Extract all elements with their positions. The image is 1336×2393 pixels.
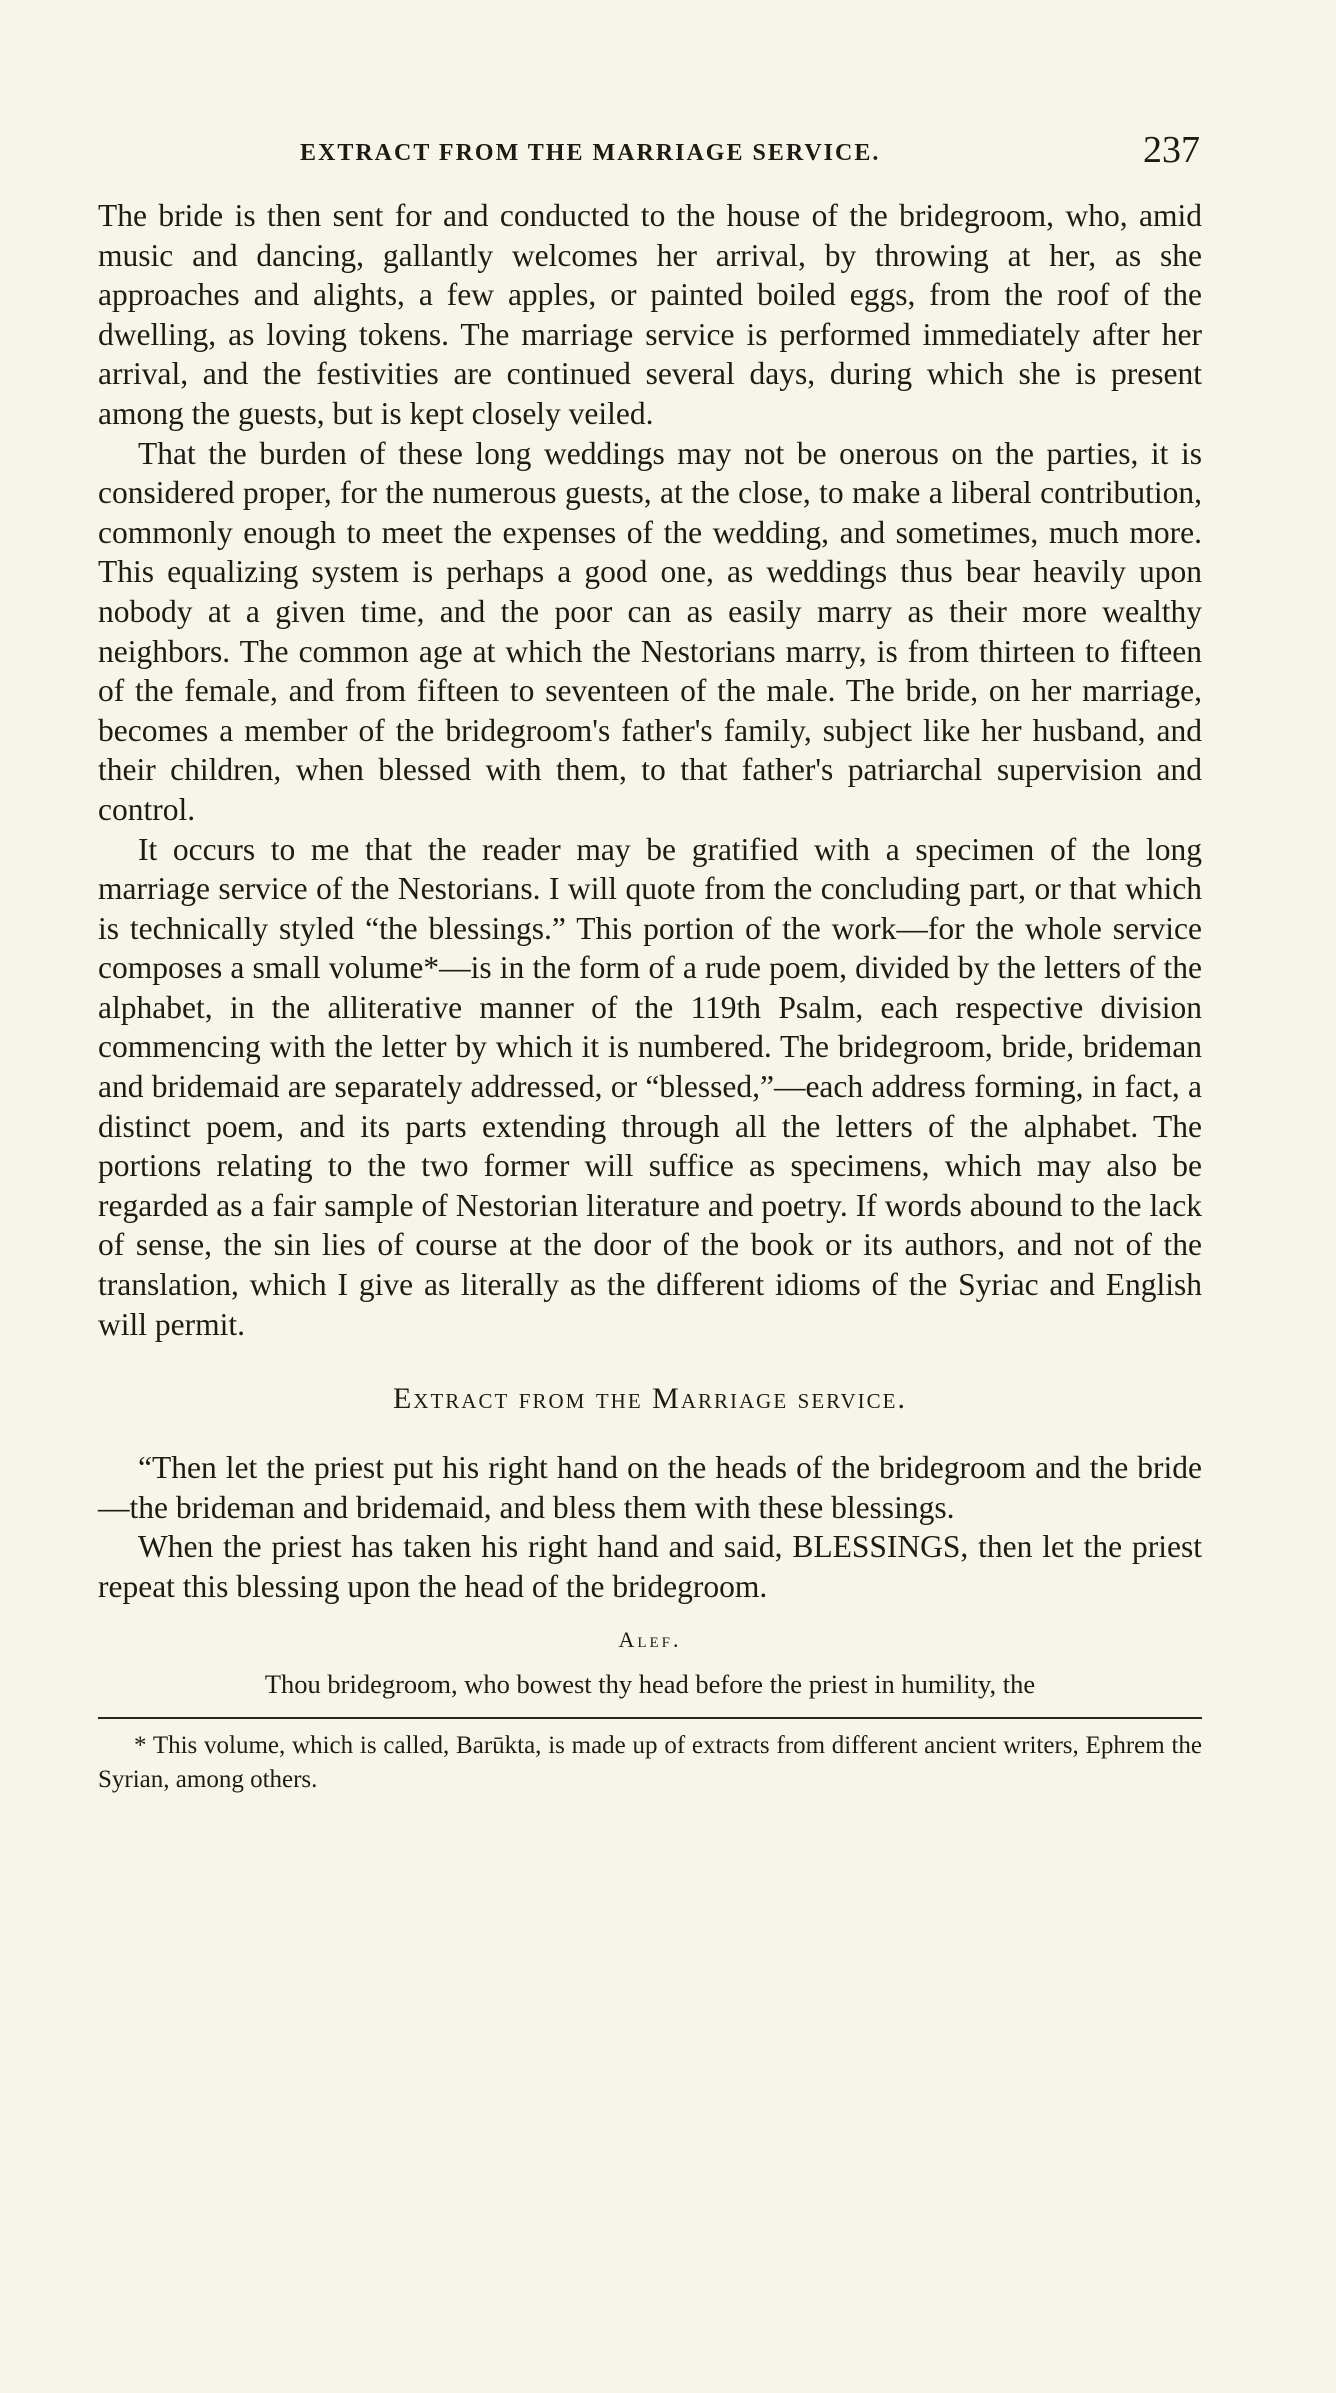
verse-line: Thou bridegroom, who bowest thy head before the priest in humility, the <box>264 1668 1036 1699</box>
paragraph: The bride is then sent for and conducted to the house of the bridegroom, who, amid music and dancing, gallantly welcomes her arrival, by throwing at her, as she approaches and alights, a few apples, or painted boiled eggs, from the roof of the dwelling, as loving tokens. The marriage service is performed immediately after her arrival, and the festivities are continued several days, during which she is present among the guests, but is kept closely veiled. <box>98 198 1202 431</box>
running-head-title: EXTRACT FROM THE MARRIAGE SERVICE. <box>300 140 881 166</box>
running-head <box>100 128 1200 178</box>
letter-heading: Alef. <box>618 1626 682 1652</box>
footnote-rule <box>98 1717 1202 1719</box>
section-heading: Extract from the Marriage service. <box>392 1382 907 1416</box>
page-number: 237 <box>1143 129 1200 171</box>
footnote: * This volume, which is called, Barūkta, is made up of extracts from different ancient writers, Ephrem the Syrian, among others. <box>98 1731 1202 1793</box>
quote-paragraph: “Then let the priest put his right hand on the heads of the bridegroom and the bride—the brideman and bridemaid, and bless them with these blessings. <box>98 1450 1202 1525</box>
body-text <box>98 196 1202 1797</box>
quote-paragraph: When the priest has taken his right hand and said, BLESSINGS, then let the priest repeat this blessing upon the head of the bridegroom. <box>98 1529 1202 1604</box>
paragraph: It occurs to me that the reader may be gratified with a specimen of the long marriage service of the Nestorians. I will quote from the concluding part, or that which is technically styled “the blessings.” This portion of the work—for the whole service composes a small volume*—is in the form of a rude poem, divided by the letters of the alphabet, in the alliterative manner of the 119th Psalm, each respective division commencing with the letter by which it is numbered. The bridegroom, bride, brideman and bridemaid are separately addressed, or “blessed,”—each address forming, in fact, a distinct poem, and its parts extending through all the letters of the alphabet. The portions relating to the two former will suffice as specimens, which may also be regarded as a fair sample of Nestorian literature and poetry. If words abound to the lack of sense, the sin lies of course at the door of the book or its authors, and not of the translation, which I give as literally as the different idioms of the Syriac and English will permit. <box>98 831 1202 1342</box>
paragraph: That the burden of these long weddings may not be onerous on the parties, it is considered proper, for the numerous guests, at the close, to make a liberal contribution, commonly enough to meet the expenses of the wedding, and sometimes, much more. This equalizing system is perhaps a good one, as weddings thus bear heavily upon nobody at a given time, and the poor can as easily marry as their more wealthy neighbors. The common age at which the Nestorians marry, is from thirteen to fifteen of the female, and from fifteen to seventeen of the male. The bride, on her marriage, becomes a member of the bridegroom's father's family, subject like her husband, and their children, when blessed with them, to that father's patriarchal supervision and control. <box>98 435 1202 827</box>
